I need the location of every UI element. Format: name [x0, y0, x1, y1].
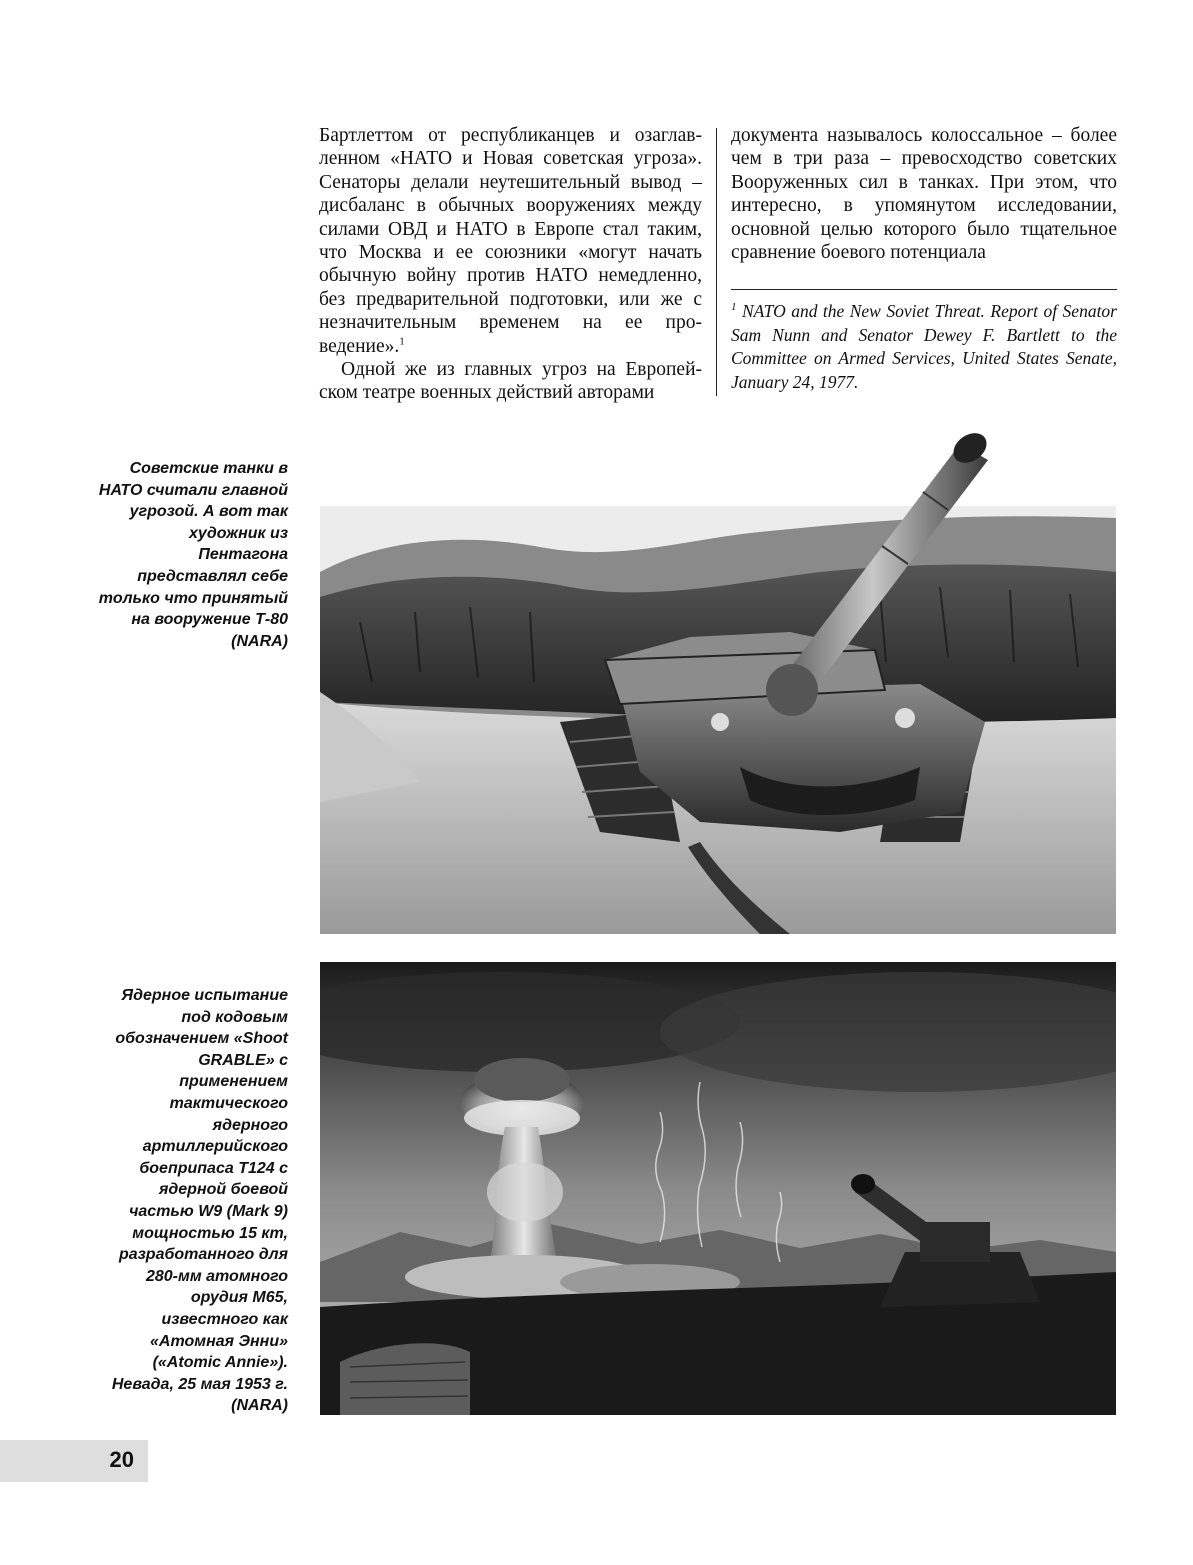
- page-number-tab: [0, 1440, 148, 1482]
- page-number: 20: [109, 1447, 134, 1472]
- left-paragraph-1: [319, 124, 702, 358]
- column-divider: [716, 128, 717, 396]
- tank-photo-caption: Советские танки в НАТО считали главной угрозой. А вот так художник из Пентагона представлял себе только что принятый на вооружение Т-80 (NARA): [98, 460, 288, 650]
- right-text-column: [731, 124, 1117, 264]
- left-text-column: [319, 124, 702, 405]
- nuclear-test-photo-caption: Ядерное испытание под кодовым обозначением «Shoot GRABLE» с применением тактического ядерного артиллерийского боеприпаса T124 с ядерной боевой частью W9 (Mark 9) мощностью 15 кт, разработанного для 280-мм атомного орудия M65, известного как «Атомная Энни» («Atomic Annie»). Невада, 25 мая 1953 г. (NARA): [111, 987, 288, 1415]
- footnote-number: 1: [731, 301, 737, 314]
- footnote-rule: [731, 289, 1117, 290]
- left-paragraph-1-text: Бартлеттом от республиканцев и озаглавленном «НАТО и Новая советская угроза». Сенаторы делали неутешительный вывод – дисбаланс в обычных вооружениях между силами ОВД и НАТО в Европе стал таким, что Москва и ее союзники «могут начать обычную войну против НАТО немедленно, без предварительной подготовки, или же с незначительным временем на ее проведение».: [319, 125, 702, 357]
- right-paragraph-1: документа называлось колоссальное – более чем в три раза – превосходство советских Вооруженных сил в танках. При этом, что интересно, в упомянутом исследовании, основной целью которого было тщательное сравнение боевого потенциала: [731, 125, 1117, 264]
- nuclear-test-photo: [320, 962, 1116, 1415]
- tank-painting-image: [320, 422, 1116, 934]
- left-paragraph-2: Одной же из главных угроз на Европейском театре военных действий авторами: [319, 359, 702, 404]
- footnote-text: NATO and the New Soviet Threat. Report of Senator Sam Nunn and Senator Dewey F. Bartlett to the Committee on Armed Services, United States Senate, January 24, 1977.: [731, 301, 1117, 392]
- footnote: [731, 300, 1117, 394]
- footnote-reference[interactable]: 1: [399, 335, 405, 348]
